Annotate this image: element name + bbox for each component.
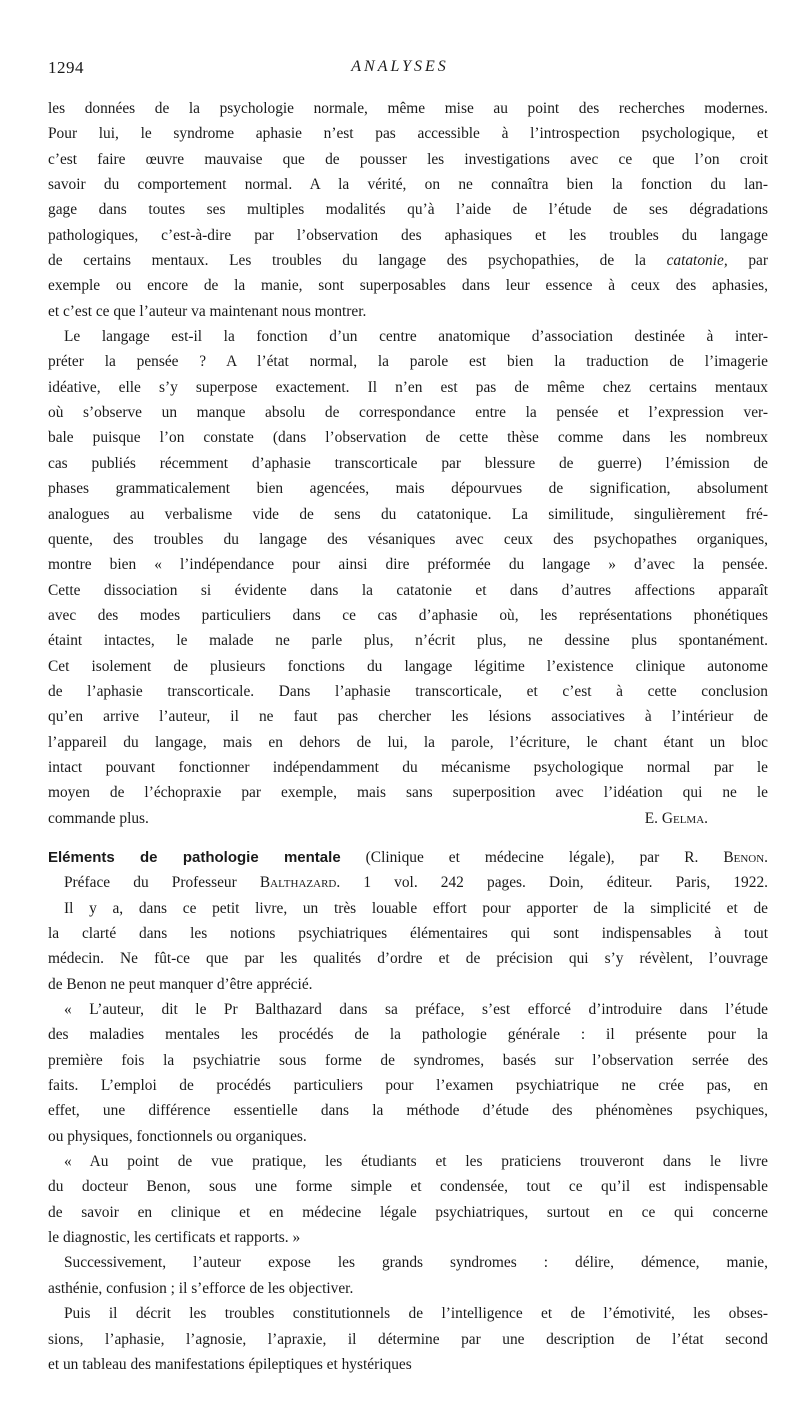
text-line: Il y a, dans ce petit livre, un très louable effort pour apporter de la simplicité et de (64, 899, 768, 917)
text-line: « Au point de vue pratique, les étudiants et les praticiens trouveront dans le livre (64, 1153, 768, 1171)
text-line: quente, des troubles du langage des vésaniques avec ceux des psychopathes organiques, (48, 530, 768, 548)
text-line: idéative, elle s’y superpose exactement. Il n’en est pas de même chez certains mentaux (48, 378, 768, 396)
text-line: pathologiques, c’est-à-dire par l’observation des aphasiques et les troubles du langage (48, 226, 768, 244)
text-line: le diagnostic, les certificats et rapports. » (48, 1229, 301, 1247)
text-line: phases grammaticalement bien agencées, mais dépourvues de signification, absolument (48, 480, 768, 498)
text-line: médecin. Ne fût-ce que par les qualités d’ordre et de précision qui s’y révèlent, l’ouvrage (48, 950, 768, 968)
section-gap (48, 831, 768, 845)
paragraph-4 (48, 997, 768, 1149)
prefacer-name: Balthazard. (259, 874, 341, 892)
text-line: ou physiques, fonctionnels ou organiques. (48, 1127, 307, 1145)
text-line: Successivement, l’auteur expose les grands syndromes : délire, démence, manie, (64, 1254, 768, 1272)
page-number: 1294 (48, 58, 84, 77)
italic-term: catatonie, (666, 252, 728, 270)
text-line: c’est faire œuvre mauvaise que de pousser les investigations avec ce que l’on croit (48, 150, 768, 168)
text-fragment: 1 vol. 242 pages. Doin, éditeur. Paris, 1922. (363, 874, 768, 892)
text-line: intact pouvant fonctionner indépendamment du mécanisme psychologique normal par le (48, 758, 768, 776)
text-line: « L’auteur, dit le Pr Balthazard dans sa préface, s’est efforcé d’introduire dans l’étude (64, 1001, 768, 1019)
text-line: moyen de l’échopraxie par exemple, mais sans superposition avec l’idéation qui ne le (48, 784, 768, 802)
text-line: Pour lui, le syndrome aphasie n’est pas accessible à l’introspection psychologique, et (48, 125, 768, 143)
text-fragment: par (748, 252, 768, 270)
text-line: de savoir en clinique et en médecine légale psychiatriques, surtout en ce qui concerne (48, 1203, 768, 1221)
review-publication-line (48, 870, 768, 895)
text-line: la clarté dans les notions psychiatriques élémentaires qui sont indispensables à tout (48, 925, 768, 942)
paragraph-1 (48, 96, 768, 324)
text-line: commande plus. (48, 809, 149, 827)
text-line: faits. L’emploi de procédés particuliers pour l’examen psychiatrique ne crée pas, en (48, 1077, 768, 1095)
text-line: où s’observe un manque absolu de correspondance entre la pensée et l’expression ver- (48, 404, 768, 422)
text-line: bale puisque l’on constate (dans l’observation de cette thèse comme dans les nombreux (48, 429, 768, 447)
text-line: Cette dissociation si évidente dans la catatonie et dans d’autres affections apparaît (48, 581, 768, 599)
text-fragment: Préface du Professeur (64, 874, 237, 892)
text-line: des maladies mentales les procédés de la pathologie générale : il présente pour la (48, 1026, 768, 1044)
text-line: Cet isolement de plusieurs fonctions du langage légitime l’existence clinique autonome (48, 657, 768, 675)
text-line: étaint intactes, le malade ne parle plus, n’écrit plus, ne dessine plus spontanément. (48, 632, 768, 650)
paragraph-5 (48, 1149, 768, 1250)
paragraph-3 (48, 896, 768, 997)
text-line: savoir du comportement normal. A la vérité, on ne connaîtra bien la fonction du lan- (48, 176, 768, 194)
closing-line (48, 806, 768, 831)
text-line: montre bien « l’indépendance pour ainsi dire préformée du langage » d’avec la pensée. (48, 556, 768, 574)
page-header (48, 58, 752, 86)
text-line: sions, l’aphasie, l’agnosie, l’apraxie, il détermine par une description de l’état second (48, 1330, 768, 1348)
book-author: R. Benon. (684, 848, 769, 866)
text-line: l’appareil du langage, mais en dehors de lui, la parole, l’écriture, le chant étant un bloc (48, 733, 768, 751)
paragraph-2 (48, 324, 768, 831)
text-line: qu’en arrive l’auteur, il ne faut pas chercher les lésions associatives à l’intérieur de (48, 708, 768, 726)
text-line: première fois la psychiatrie sous forme de syndromes, basés sur l’observation serrée des (48, 1051, 768, 1069)
text-fragment: (Clinique et médecine légale), par (365, 848, 660, 866)
text-line: et c’est ce que l’auteur va maintenant nous montrer. (48, 302, 367, 320)
text-line: les données de la psychologie normale, même mise au point des recherches modernes. (48, 100, 768, 117)
review-title-line (48, 845, 768, 870)
text-line: analogues au verbalisme vide de sens du catatonique. La similitude, singulièrement fré- (48, 505, 768, 523)
review-heading (48, 845, 768, 896)
paragraph-6 (48, 1250, 768, 1301)
page-body (48, 96, 768, 1377)
text-line: du docteur Benon, sous une forme simple et condensée, tout ce qu’il est indispensable (48, 1178, 768, 1196)
text-line: asthénie, confusion ; il s’efforce de les objectiver. (48, 1279, 354, 1297)
book-title: Eléments de pathologie mentale (48, 848, 341, 866)
text-fragment: de certains mentaux. Les troubles du langage des psychopathies, de la (48, 252, 646, 270)
text-line: de l’aphasie transcorticale. Dans l’aphasie transcorticale, et c’est à cette conclusion (48, 682, 768, 700)
text-line: de Benon ne peut manquer d’être apprécié. (48, 975, 313, 993)
text-line: cas publiés récemment d’aphasie transcorticale par blessure de guerre) l’émission de (48, 454, 768, 472)
text-line (48, 248, 768, 273)
text-line: Puis il décrit les troubles constitutionnels de l’intelligence et de l’émotivité, les obses- (64, 1305, 768, 1323)
running-head: ANALYSES (351, 58, 449, 75)
text-line: effet, une différence essentielle dans la méthode d’étude des phénomènes psychiques, (48, 1102, 768, 1120)
text-line: avec des modes particuliers dans ce cas d’aphasie où, les représentations phonétiques (48, 606, 768, 624)
text-line: Le langage est-il la fonction d’un centre anatomique d’association destinée à inter- (64, 328, 768, 346)
text-line: exemple ou encore de la manie, sont superposables dans leur essence à ceux des aphasies, (48, 277, 768, 295)
text-line: et un tableau des manifestations épileptiques et hystériques (48, 1355, 412, 1373)
text-line: préter la pensée ? A l’état normal, la parole est bien la traduction de l’imagerie (48, 353, 768, 371)
author-signature: E. Gelma. (644, 809, 708, 827)
text-line: gage dans toutes ses multiples modalités qu’à l’aide de l’étude de ses dégradations (48, 201, 768, 219)
paragraph-7 (48, 1301, 768, 1377)
